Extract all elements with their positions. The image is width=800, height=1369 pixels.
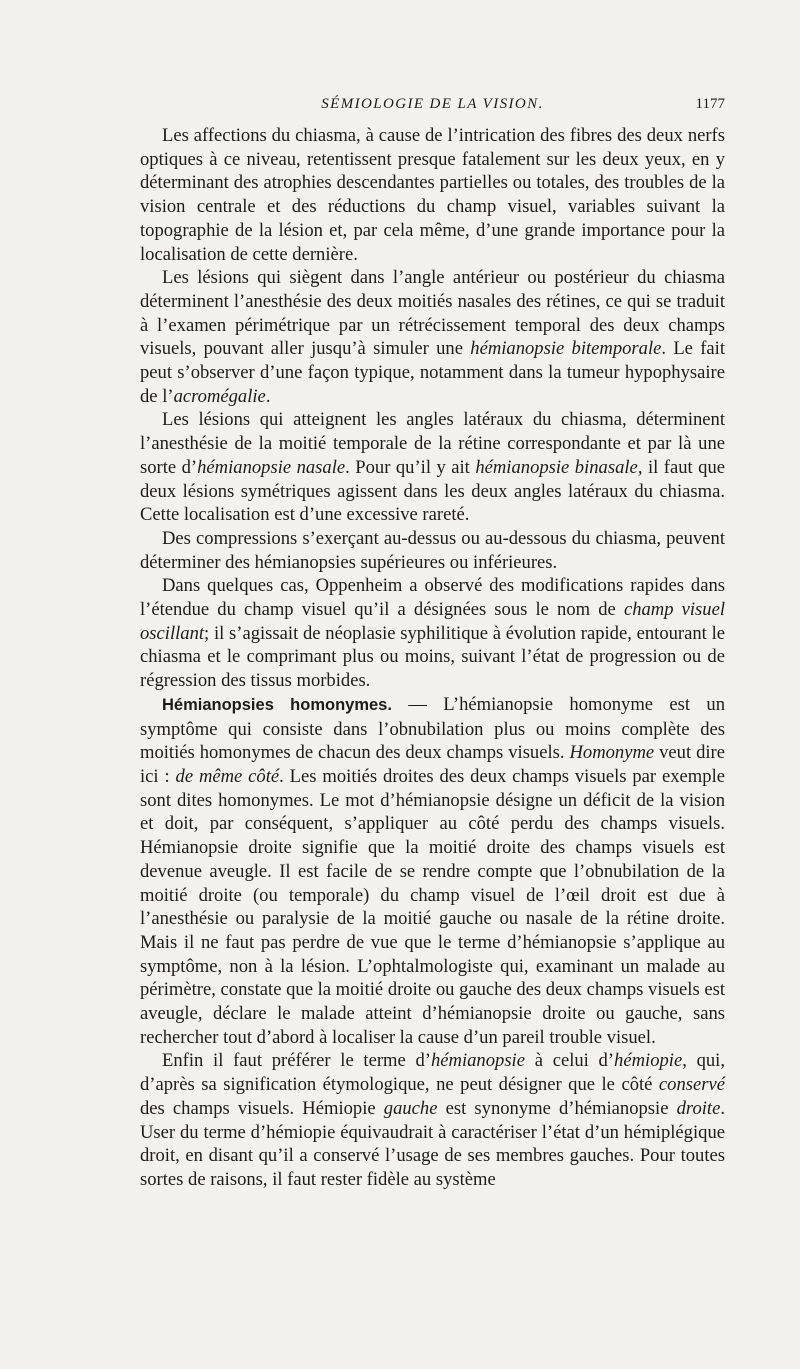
term-acromegalie: acromégalie [173, 385, 266, 407]
term-de-meme-cote: de même côté [175, 765, 280, 787]
text-run: est synonyme d’hémianopsie [437, 1097, 677, 1119]
running-title: SÉMIOLOGIE DE LA VISION. [321, 96, 544, 112]
term-champ-visuel-oscillant: champ visuel oscillant [140, 599, 726, 644]
text-run: Les lésions qui atteignent les angles latéraux du chiasma, déterminent l’anesthésie de la moitié temporale de la rétine correspondante et par là une sorte d’ [140, 409, 725, 478]
term-droite: droite [676, 1097, 721, 1119]
text-run: veut dire ici : [140, 742, 725, 787]
text-run: . [265, 385, 271, 407]
term-hemianopsie-bitemporale: hémianopsie bitemporale [470, 338, 662, 360]
page-header [140, 96, 725, 120]
term-hemianopsie: hémianopsie [430, 1050, 525, 1072]
text-run: Enfin il faut préférer le terme d’ [162, 1050, 431, 1072]
text-run: . User du terme d’hémiopie équivaudrait à caractériser l’état d’un hémiplégique droit, en disant qu’il a conservé l’usage de ses membres gauches. Pour toutes sortes de raisons, il faut rester fidèle au système [140, 1097, 725, 1190]
text-run: . Le fait peut s’observer d’une façon typique, notamment dans la tumeur hypophysaire de l’ [140, 338, 725, 407]
text-run: Les lésions qui siègent dans l’angle antérieur ou postérieur du chiasma déterminent l’anesthésie des deux moitiés nasales des rétines, ce qui se traduit à l’examen périmétrique par un rétrécissement temporal des deux champs visuels, pouvant aller jusqu’à simuler une [140, 267, 725, 360]
paragraph-compressions [140, 527, 725, 574]
paragraph-hemianopsies-homonymes [140, 693, 725, 1050]
term-conserve: conservé [658, 1074, 725, 1096]
text-run: des champs visuels. Hémiopie [140, 1097, 384, 1119]
paragraph-text: Les affections du chiasma, à cause de l’intrication des fibres des deux nerfs optiques à ce niveau, retentissent presque fatalement sur les deux yeux, en y déterminant des atrophies descendantes partielles ou totales, des troubles de la vision centrale et des réductions du champ visuel, variables suivant la topographie de la lésion et, par cela même, d’une grande importance pour la localisation de cette dernière. [140, 125, 725, 265]
term-gauche: gauche [383, 1097, 438, 1119]
page-number: 1177 [695, 96, 725, 112]
paragraph-chiasma-affections [140, 124, 725, 266]
text-run: , qui, d’après sa signification étymologique, ne peut désigner que le côté [140, 1050, 725, 1096]
term-homonyme: Homonyme [569, 742, 655, 764]
text-run: . Les moitiés droites des deux champs visuels par exemple sont dites homonymes. Le mot d’hémianopsie désigne un déficit de la vision et doit, par conséquent, s’appliquer au côté perdu des champs visuels. Hémianopsie droite signifie que la moitié droite des champs visuels est devenue aveugle. Il est facile de se rendre compte que l’obnubilation de la moitié droite (ou temporale) du champ visuel de l’œil droit est due à l’anesthésie ou paralysie de la moitié gauche ou nasale de la rétine droite. Mais il ne faut pas perdre de vue que le terme d’hémianopsie s’applique au symptôme, non à la lésion. L’ophtalmologiste qui, examinant un malade au périmètre, constate que la moitié droite ou gauche des deux champs visuels est aveugle, déclare le malade atteint d’hémianopsie droite ou gauche, sans rechercher tout d’abord à localiser la cause d’un pareil trouble visuel. [140, 765, 726, 1048]
section-heading: Hémianopsies homonymes. [162, 695, 392, 714]
paragraph-anterior-posterior-lesions [140, 266, 725, 408]
term-hemianopsie-binasale: hémianopsie binasale [475, 456, 638, 478]
paragraph-text: Des compressions s’exerçant au-dessus ou au-dessous du chiasma, peuvent déterminer des hémianopsies supérieures ou inférieures. [140, 527, 725, 573]
text-run: ; il s’agissait de néoplasie syphilitique à évolution rapide, entourant le chiasma et le comprimant plus ou moins, suivant l’état de progression ou de régression des tissus morbides. [140, 622, 725, 692]
paragraph-oppenheim [140, 574, 725, 693]
text-run: , il faut que deux lésions symétriques agissent dans les deux angles latéraux du chiasma. Cette localisation est d’une excessive rareté. [140, 456, 725, 526]
text-run: à celui d’ [524, 1050, 615, 1072]
text-run: Dans quelques cas, Oppenheim a observé des modifications rapides dans l’étendue du champ visuel qu’il a désignées sous le nom de [140, 575, 725, 621]
body-text [140, 124, 725, 1192]
term-hemiopie: hémiopie [614, 1050, 683, 1072]
text-run: — L’hémianopsie homonyme est un symptôme qui consiste dans l’obnubilation plus ou moins complète des moitiés homonymes de chacun des deux champs visuels. [140, 693, 725, 764]
paragraph-lateral-lesions [140, 408, 725, 527]
paragraph-terminology [140, 1049, 725, 1191]
term-hemianopsie-nasale: hémianopsie nasale [197, 456, 346, 478]
text-run: . Pour qu’il y ait [345, 456, 476, 478]
